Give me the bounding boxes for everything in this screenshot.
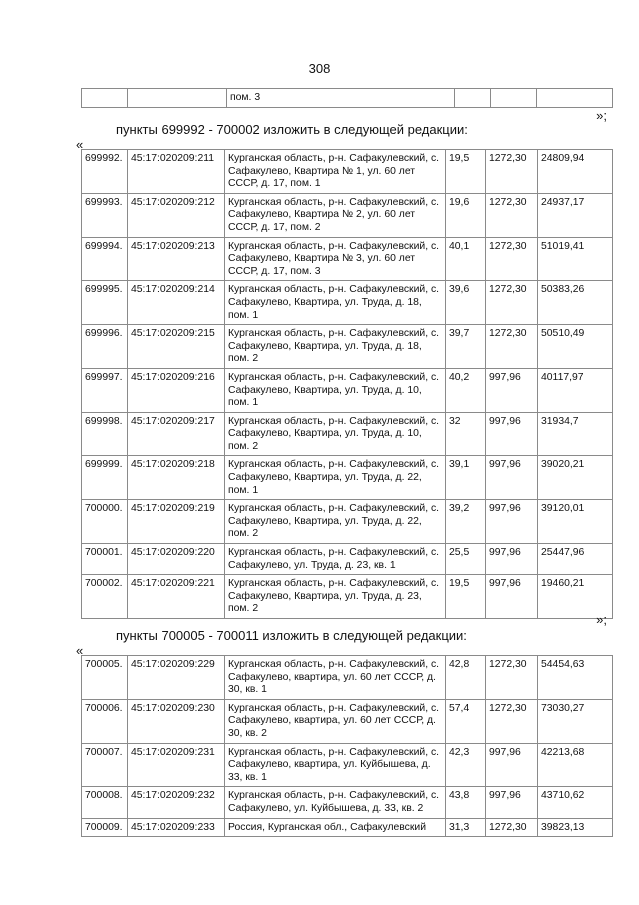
cell-area: 19,6 [446,193,486,237]
table-row [82,456,613,500]
cell-num: 700001. [82,544,128,575]
cell-address: Курганская область, р-н. Сафакулевский, с. Сафакулево, Квартира, ул. Труда, д. 10, пом. 1 [225,368,446,412]
cell-area: 39,1 [446,456,486,500]
cell-rate: 997,96 [486,743,538,787]
cell-cadastral: 45:17:020209:220 [128,544,225,575]
cell-address: Курганская область, р-н. Сафакулевский, с. Сафакулево, Квартира № 1, ул. 60 лет СССР, д. 17, пом. 1 [225,150,446,194]
table-row [82,787,613,818]
cell-cadastral: 45:17:020209:216 [128,368,225,412]
cell-area: 39,6 [446,281,486,325]
cell-area: 42,3 [446,743,486,787]
cell-cadastral: 45:17:020209:230 [128,699,225,743]
cell-address: Курганская область, р-н. Сафакулевский, с. Сафакулево, Квартира, ул. Труда, д. 23, пом. 2 [225,575,446,619]
cell-area: 32 [446,412,486,456]
cell-num: 699997. [82,368,128,412]
cell-address: Курганская область, р-н. Сафакулевский, с. Сафакулево, Квартира, ул. Труда, д. 18, пом. 2 [225,325,446,369]
cell-num: 699999. [82,456,128,500]
cell-value: 54454,63 [538,656,613,700]
table-row [82,500,613,544]
cell-area: 43,8 [446,787,486,818]
cell-num: 699996. [82,325,128,369]
section2-instruction: пункты 700005 - 700011 изложить в следующей редакции: [116,628,467,643]
section2-table [81,655,613,837]
cell-value: 24809,94 [538,150,613,194]
cell-address: Курганская область, р-н. Сафакулевский, с. Сафакулево, Квартира, ул. Труда, д. 10, пом. 2 [225,412,446,456]
cell-cadastral: 45:17:020209:214 [128,281,225,325]
cell-value: 73030,27 [538,699,613,743]
cell-rate: 997,96 [486,575,538,619]
cell-value: 50510,49 [538,325,613,369]
cell-cadastral: 45:17:020209:233 [128,818,225,837]
table-row [82,575,613,619]
cell-value: 24937,17 [538,193,613,237]
page-number: 308 [308,61,331,76]
cell-address: Курганская область, р-н. Сафакулевский, с. Сафакулево, квартира, ул. 60 лет СССР, д. 30, кв. 2 [225,699,446,743]
close-quote-mark: »; [596,612,607,627]
cell-cadastral: 45:17:020209:229 [128,656,225,700]
cell-cadastral: 45:17:020209:219 [128,500,225,544]
cell-address: Курганская область, р-н. Сафакулевский, с. Сафакулево, квартира, ул. 60 лет СССР, д. 30, кв. 1 [225,656,446,700]
cell-value: 42213,68 [538,743,613,787]
table-row [82,150,613,194]
cell-num: 699995. [82,281,128,325]
cell-area: 39,2 [446,500,486,544]
cell-value [537,89,613,108]
cell-address: Курганская область, р-н. Сафакулевский, с. Сафакулево, ул. Куйбышева, д. 33, кв. 2 [225,787,446,818]
cell-rate: 997,96 [486,787,538,818]
cell-cadastral: 45:17:020209:217 [128,412,225,456]
cell-num: 700005. [82,656,128,700]
cell-rate: 1272,30 [486,193,538,237]
cell-value: 39823,13 [538,818,613,837]
cell-num: 700000. [82,500,128,544]
cell-cadastral: 45:17:020209:213 [128,237,225,281]
open-quote-mark: « [76,137,84,152]
cell-rate: 997,96 [486,500,538,544]
cell-num: 700008. [82,787,128,818]
table-row [82,743,613,787]
cell-value: 19460,21 [538,575,613,619]
cell-address: Курганская область, р-н. Сафакулевский, с. Сафакулево, Квартира № 2, ул. 60 лет СССР, д. 17, пом. 2 [225,193,446,237]
cell-cadastral: 45:17:020209:231 [128,743,225,787]
cell-area: 25,5 [446,544,486,575]
cell-rate: 997,96 [486,368,538,412]
cell-num: 700007. [82,743,128,787]
cell-cadastral: 45:17:020209:232 [128,787,225,818]
cell-rate: 1272,30 [486,818,538,837]
cell-value: 31934,7 [538,412,613,456]
cell-value: 40117,97 [538,368,613,412]
table-row [82,656,613,700]
section1-instruction: пункты 699992 - 700002 изложить в следующей редакции: [116,122,468,137]
table-row [82,89,613,108]
cell-area: 19,5 [446,575,486,619]
cell-num: 700002. [82,575,128,619]
cell-num: 699998. [82,412,128,456]
cell-address: пом. 3 [227,89,455,108]
cell-cadastral: 45:17:020209:215 [128,325,225,369]
cell-rate: 1272,30 [486,656,538,700]
cell-num: 699992. [82,150,128,194]
cell-rate: 1272,30 [486,150,538,194]
cell-rate: 1272,30 [486,699,538,743]
cell-address: Россия, Курганская обл., Сафакулевский [225,818,446,837]
table-row [82,193,613,237]
cell-address: Курганская область, р-н. Сафакулевский, с. Сафакулево, Квартира, ул. Труда, д. 22, пом. 2 [225,500,446,544]
cell-rate: 997,96 [486,412,538,456]
section1-table [81,149,613,619]
table-row [82,699,613,743]
cell-address: Курганская область, р-н. Сафакулевский, с. Сафакулево, Квартира № 3, ул. 60 лет СССР, д. 17, пом. 3 [225,237,446,281]
cell-area [455,89,491,108]
cell-cadastral [128,89,227,108]
table-row [82,281,613,325]
cell-num: 699993. [82,193,128,237]
table-row [82,544,613,575]
cell-rate: 1272,30 [486,237,538,281]
table-row [82,368,613,412]
cell-area: 19,5 [446,150,486,194]
cell-value: 39120,01 [538,500,613,544]
cell-cadastral: 45:17:020209:212 [128,193,225,237]
cell-rate: 1272,30 [486,325,538,369]
cell-cadastral: 45:17:020209:211 [128,150,225,194]
open-quote-mark: « [76,643,84,658]
cell-num: 700006. [82,699,128,743]
cell-value: 25447,96 [538,544,613,575]
cell-value: 51019,41 [538,237,613,281]
cell-num [82,89,128,108]
cell-area: 57,4 [446,699,486,743]
cell-address: Курганская область, р-н. Сафакулевский, с. Сафакулево, квартира, ул. Куйбышева, д. 33, кв. 1 [225,743,446,787]
cell-rate: 997,96 [486,456,538,500]
cell-rate: 997,96 [486,544,538,575]
cell-area: 39,7 [446,325,486,369]
table-row [82,325,613,369]
cell-area: 42,8 [446,656,486,700]
cell-value: 50383,26 [538,281,613,325]
cell-area: 40,1 [446,237,486,281]
cell-value: 39020,21 [538,456,613,500]
close-quote-mark: »; [596,108,607,123]
cell-address: Курганская область, р-н. Сафакулевский, с. Сафакулево, ул. Труда, д. 23, кв. 1 [225,544,446,575]
cell-num: 699994. [82,237,128,281]
table-row [82,818,613,837]
cell-rate: 1272,30 [486,281,538,325]
cell-area: 40,2 [446,368,486,412]
cell-cadastral: 45:17:020209:218 [128,456,225,500]
top-fragment-table [81,88,613,108]
table-row [82,412,613,456]
cell-area: 31,3 [446,818,486,837]
cell-address: Курганская область, р-н. Сафакулевский, с. Сафакулево, Квартира, ул. Труда, д. 18, пом. 1 [225,281,446,325]
cell-value: 43710,62 [538,787,613,818]
cell-num: 700009. [82,818,128,837]
cell-address: Курганская область, р-н. Сафакулевский, с. Сафакулево, Квартира, ул. Труда, д. 22, пом. 1 [225,456,446,500]
table-row [82,237,613,281]
cell-rate [491,89,537,108]
cell-cadastral: 45:17:020209:221 [128,575,225,619]
